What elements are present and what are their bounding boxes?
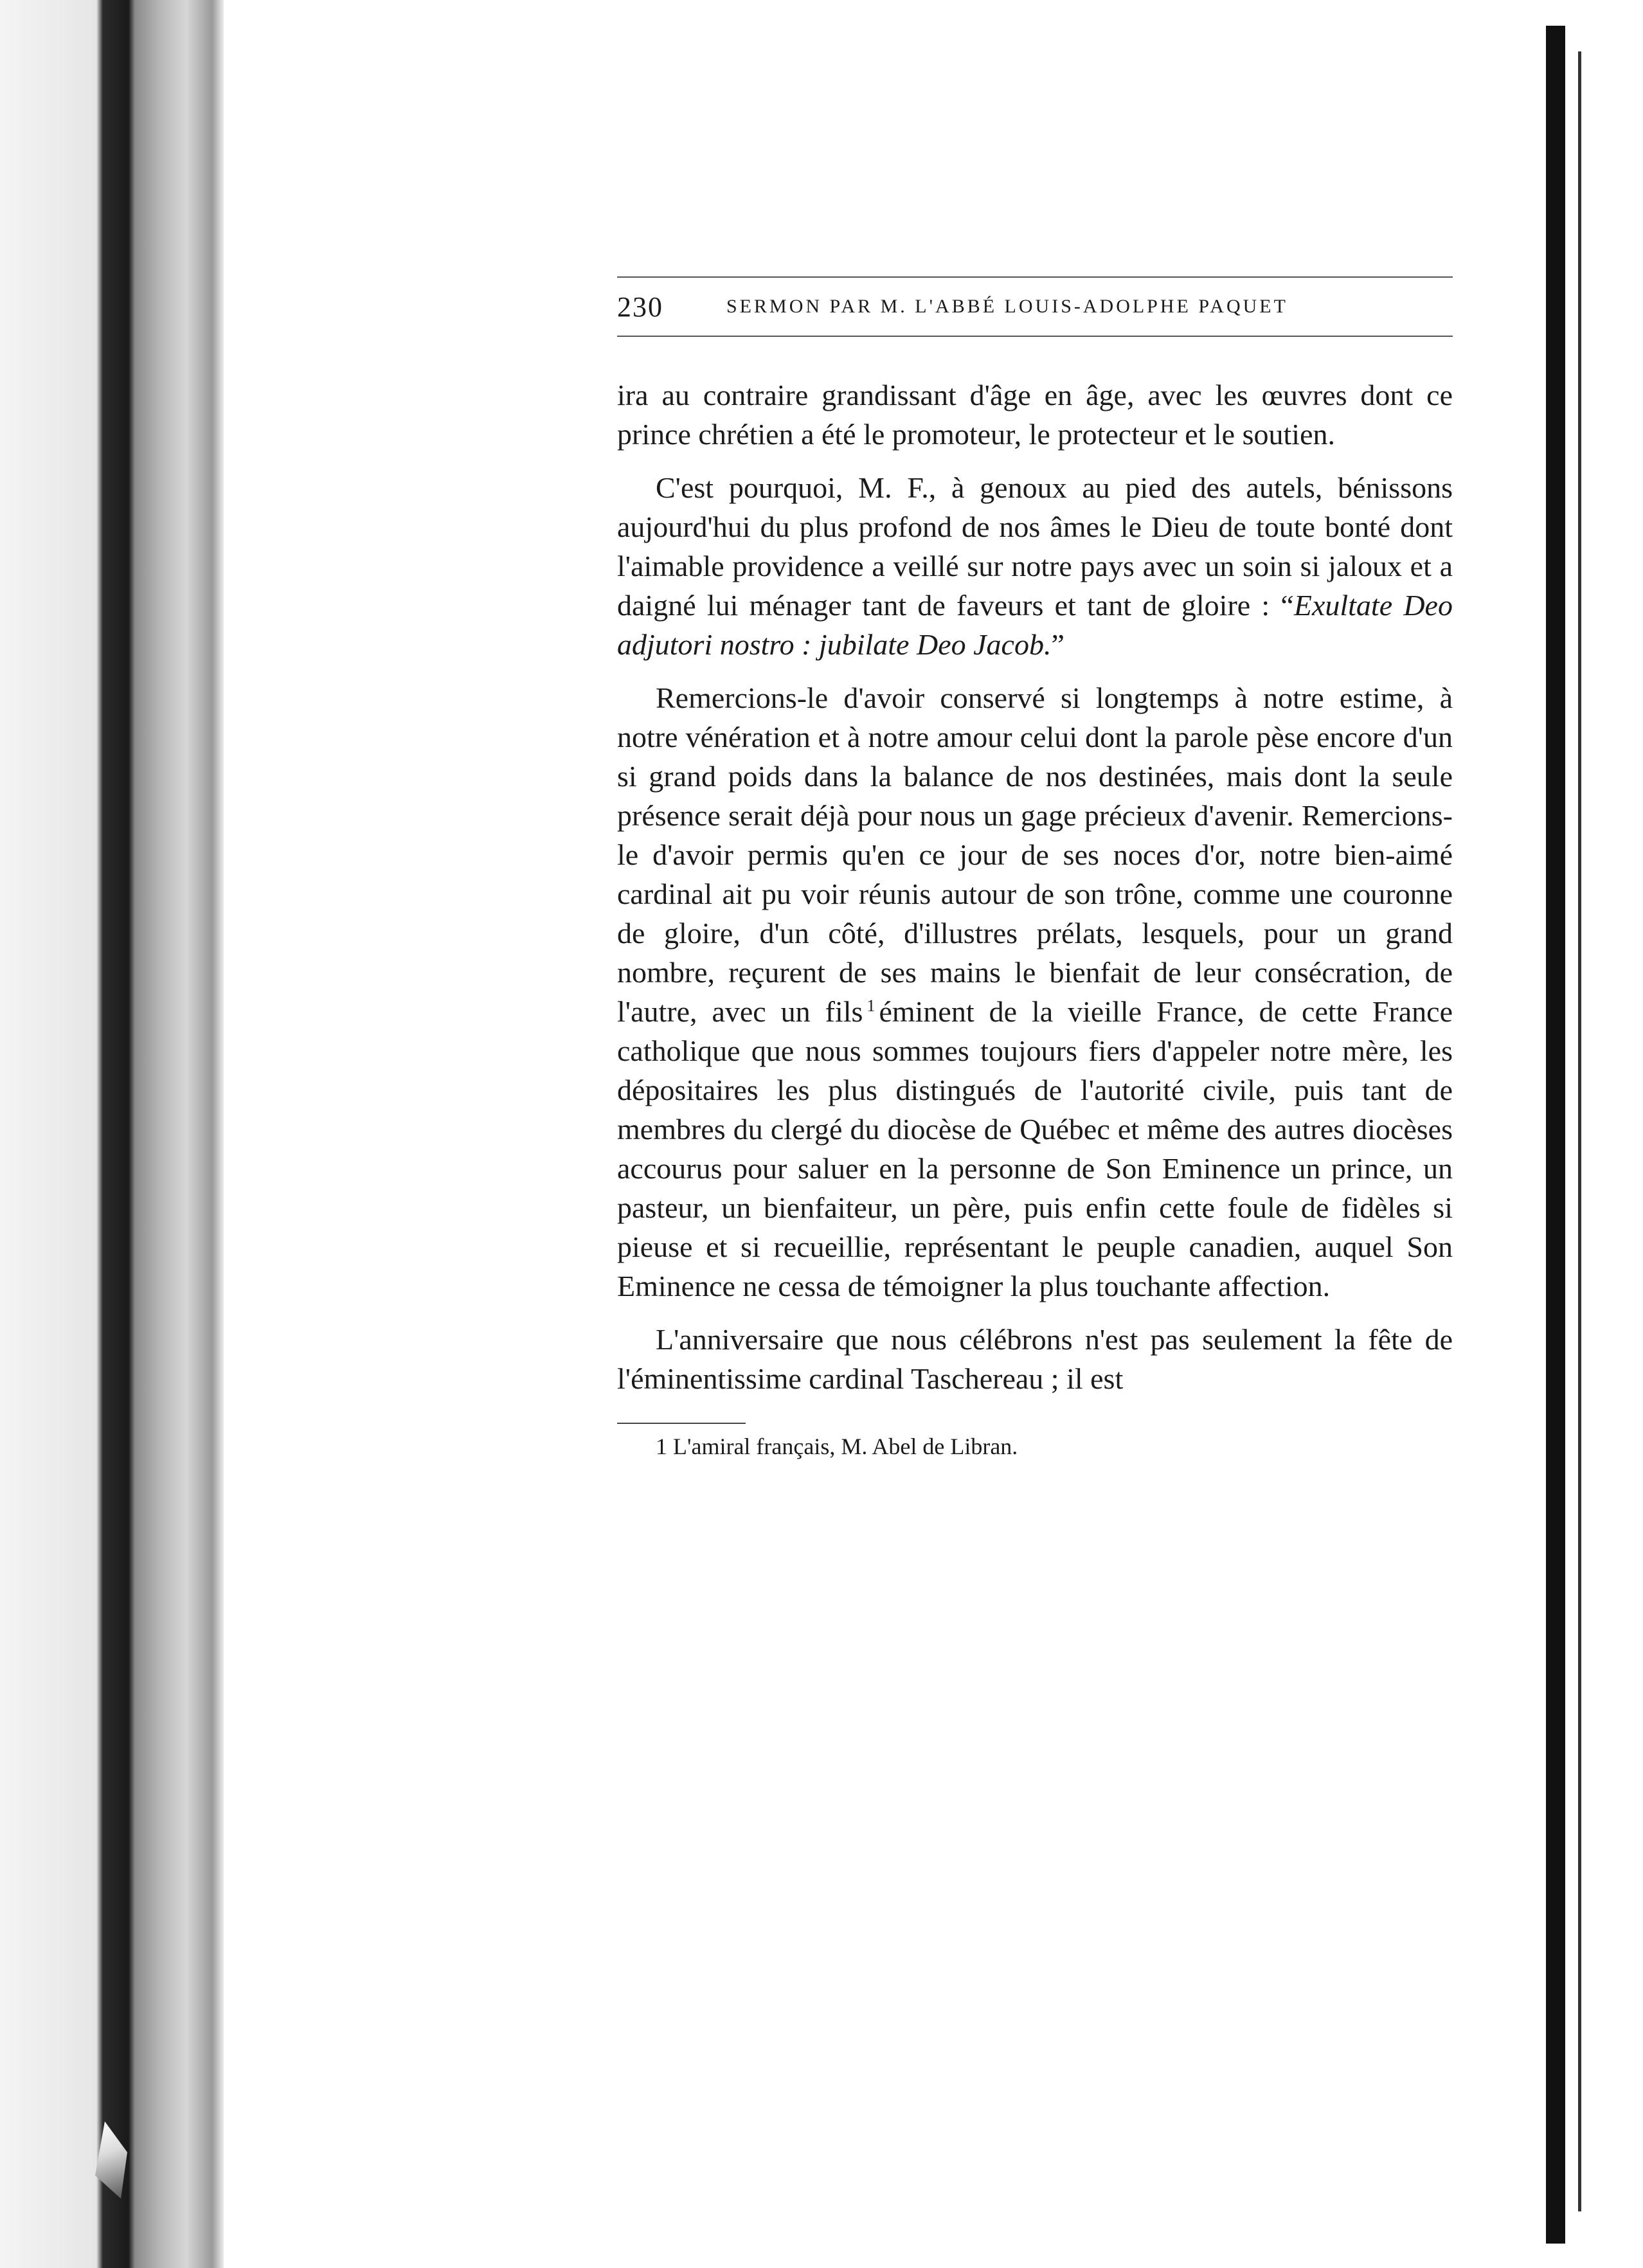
header-rule-bottom — [617, 336, 1453, 337]
footnote-reference: 1 — [866, 996, 875, 1015]
body-text — [617, 375, 1453, 1398]
footnote-text: L'amiral français, M. Abel de Libran. — [673, 1434, 1018, 1459]
scan-binding-edge — [0, 0, 224, 2268]
footnote-rule — [617, 1423, 746, 1424]
quote-close: ” — [1051, 628, 1064, 661]
footnote-number: 1 — [656, 1434, 667, 1459]
page-number: 230 — [617, 291, 663, 323]
page-header — [617, 278, 1453, 336]
scan-right-shadow — [1546, 26, 1565, 2244]
latin-quote: Exultate Deo adjutori nostro : jubilate Deo Jacob. — [617, 589, 1453, 661]
paragraph-2-text: C'est pourquoi, M. F., à genoux au pied des autels, bénissons aujourd'hui du plus profond de nos âmes le Dieu de toute bonté dont l'aimable providence a veillé sur notre pays avec un soin si jaloux et a daigné lui ménager tant de faveurs et tant de gloire : “ — [617, 471, 1453, 622]
paragraph-3-part-a: Remercions-le d'avoir conservé si longtemps à notre estime, à notre vénération et à notre amour celui dont la parole pèse encore d'un si grand poids dans la balance de nos destinées, mais dont la seule présence serait déjà pour nous un gage précieux d'avenir. Remercions-le d'avoir permis qu'en ce jour de ses noces d'or, notre bien-aimé cardinal ait pu voir réunis autour de son trône, comme une couronne de gloire, d'un côté, d'illustres prélats, lesquels, pour un grand nombre, reçurent de ses mains le bienfait de leur consécration, de l'autre, avec un fils — [617, 681, 1453, 1028]
running-head: SERMON PAR M. L'ABBÉ LOUIS-ADOLPHE PAQUET — [726, 296, 1288, 317]
scan-right-edge — [1527, 0, 1643, 2268]
footnote — [617, 1430, 1453, 1462]
paragraph-4: L'anniversaire que nous célébrons n'est pas seulement la fête de l'éminentissime cardinal Taschereau ; il est — [617, 1323, 1453, 1395]
paragraph-1: ira au contraire grandissant d'âge en âge, avec les œuvres dont ce prince chrétien a été le promoteur, le protecteur et le soutien. — [617, 379, 1453, 451]
scan-right-line — [1578, 51, 1581, 2211]
paragraph-2 — [617, 468, 1453, 664]
paragraph-3 — [617, 678, 1453, 1306]
book-page — [617, 276, 1453, 1462]
paragraph-3-part-b: éminent de la vieille France, de cette France catholique que nous sommes toujours fiers d'appeler notre mère, les dépositaires les plus distingués de l'autorité civile, puis tant de membres du clergé du diocèse de Québec et même des autres diocèses accourus pour saluer en la personne de Son Eminence un prince, un pasteur, un bienfaiteur, un père, puis enfin cette foule de fidèles si pieuse et si recueillie, représentant le peuple canadien, auquel Son Eminence ne cessa de témoigner la plus touchante affection. — [617, 995, 1453, 1302]
